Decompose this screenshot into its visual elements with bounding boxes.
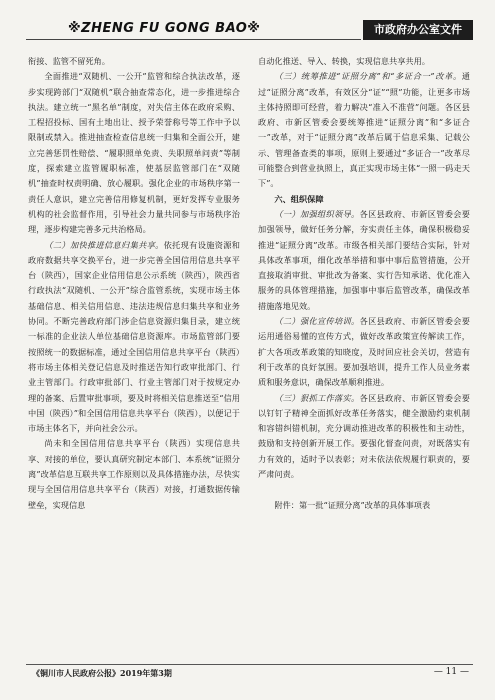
paragraph: [258, 54, 470, 69]
section-label: 市政府办公室文件: [363, 20, 473, 40]
paragraph: [28, 436, 240, 512]
subsection-label: （二）加快推进信息归集共享。: [44, 239, 164, 250]
paragraph-text: 各区县政府、市新区管委会要以钉钉子精神全面抓好改革任务落实，健全激励约束机制和容错纠错机制，充分调动推进改革的积极性和主动性，鼓励和支持创新开展工作。要强化督查问责，对既落实有力有效的，适时予以表彰；对未依法依规履行职责的，要严肃问责。: [258, 392, 470, 480]
paragraph-text: 衔接、监管不留死角。: [28, 56, 110, 66]
paragraph: [258, 314, 470, 390]
paragraph: [28, 54, 240, 69]
paragraph: [258, 69, 470, 191]
paragraph-text: 六、组织保障: [274, 193, 324, 204]
journal-title: ※ZHENG FU GONG BAO※: [68, 21, 261, 36]
paragraph-text: 附件：第一批“证照分离”改革的具体事项表: [274, 500, 431, 511]
header-bar: [26, 20, 361, 40]
paragraph-text: 依托现有设施资源和政府数据共享交换平台，进一步完善全国信用信息共享平台（陕西），国家企业信用信息公示系统（陕西），陕西省行政执法“双随机、一公开”综合监管系统，实现市场主体基础信息、相关信用信息、违法违规信息归集共享和业务协同。不断完善政府部门涉企信息资源归集目录，建立统一标准的企业法人单位基础信息资源库。市场监管部门要按照统一的数据标准，通过全国信用信息共享平台（陕西）将市场主体相关登记信息及时推送告知行政审批部门、行业主管部门。行政审批部门、行业主管部门对于按规定办理的备案、后置审批事项，要及时将相关信息推送至“信用中国（陕西）”和全国信用信息共享平台（陕西），以便记于市场主体名下，并向社会公示。: [28, 239, 240, 434]
paragraph: [258, 391, 470, 483]
paragraph-text: 通过“证照分离”改革，有效区分“证”“照”功能，让更多市场主体持照即可经营，着力解决“准入不准营”问题。各区县政府、市新区管委会要统筹推进“证照分离”和“多证合一”改革，对于“证照分离”改革后属于信息采集、记载公示、管理备查类的事项，原则上要通过“多证合一”改革尽可能整合到营业执照上，真正实现市场主体“一照一码走天下”。: [258, 71, 470, 189]
right-column: [258, 54, 470, 514]
paragraph: [258, 498, 470, 513]
publication-issue: 《铜川市人民政府公报》2019年第3期: [32, 668, 172, 678]
subsection-label: （三）狠抓工作落实。: [274, 392, 360, 403]
paragraph: [28, 238, 240, 437]
paragraph: [258, 207, 470, 314]
paragraph-text: 尚未和全国信用信息共享平台（陕西）实现信息共享、对接的单位，要认真研究制定本部门、本系统“证照分离”改革信息互联共享工作原则以及具体措施办法，尽快实现与全国信用信息共享平台（陕西）对接，打通数据传输壁垒，实现信息: [28, 438, 240, 510]
page-header: [26, 20, 473, 40]
subsection-label: （三）统筹推进“证照分离”和“多证合一”改革。: [274, 71, 462, 82]
paragraph-text: 各区县政府、市新区管委会要运用通俗易懂的宣传方式，做好改革政策宣传解读工作，扩大各项改革政策的知晓度，及时回应社会关切，营造有利于改革的良好氛围。要加强培训，提升工作人员业务素质和服务意识，确保改革顺利推进。: [258, 316, 470, 388]
page-number: — 11 —: [433, 667, 469, 677]
paragraph-text: 各区县政府、市新区管委会要加强领导，做好任务分解，夯实责任主体，确保积极稳妥推进“证照分离”改革。市级各相关部门要结合实际，针对具体改革事项，细化改革举措和事中事后监管措施，公开直接取消审批、审批改为备案、实行告知承诺、优化准入服务的具体管理措施，加强事中事后监管改革，确保改革措施落地见效。: [258, 208, 470, 311]
page-footer: [26, 664, 473, 681]
left-column: [28, 54, 240, 513]
subsection-label: （二）强化宣传培训。: [274, 316, 360, 327]
paragraph: [28, 69, 240, 237]
paragraph-text: 自动化推送、导入、转换，实现信息共享共用。: [258, 56, 430, 66]
paragraph-text: 全面推进“双随机、一公开”监管和综合执法改革，逐步实现跨部门“双随机”联合抽查常态化，进一步推进综合执法。建立统一“黑名单”制度，对失信主体在政府采购、工程招投标、国有土地出让、授予荣誉称号等工作中予以限制或禁入。推进抽查检查信息统一归集和全面公开，建立完善惩罚性赔偿、“履职照单免责、失职照单问责”等制度，探索建立监管履职标准，使基层监管部门在“双随机”抽查时权责明确、放心履职。强化企业的市场秩序第一责任人意识，建立完善信用修复机制，更好发挥专业服务机构的社会监督作用，引导社会力量共同参与市场秩序治理，逐步构建完善多元共治格局。: [28, 71, 240, 235]
subsection-label: （一）加强组织领导。: [274, 208, 360, 219]
paragraph: [258, 192, 470, 207]
